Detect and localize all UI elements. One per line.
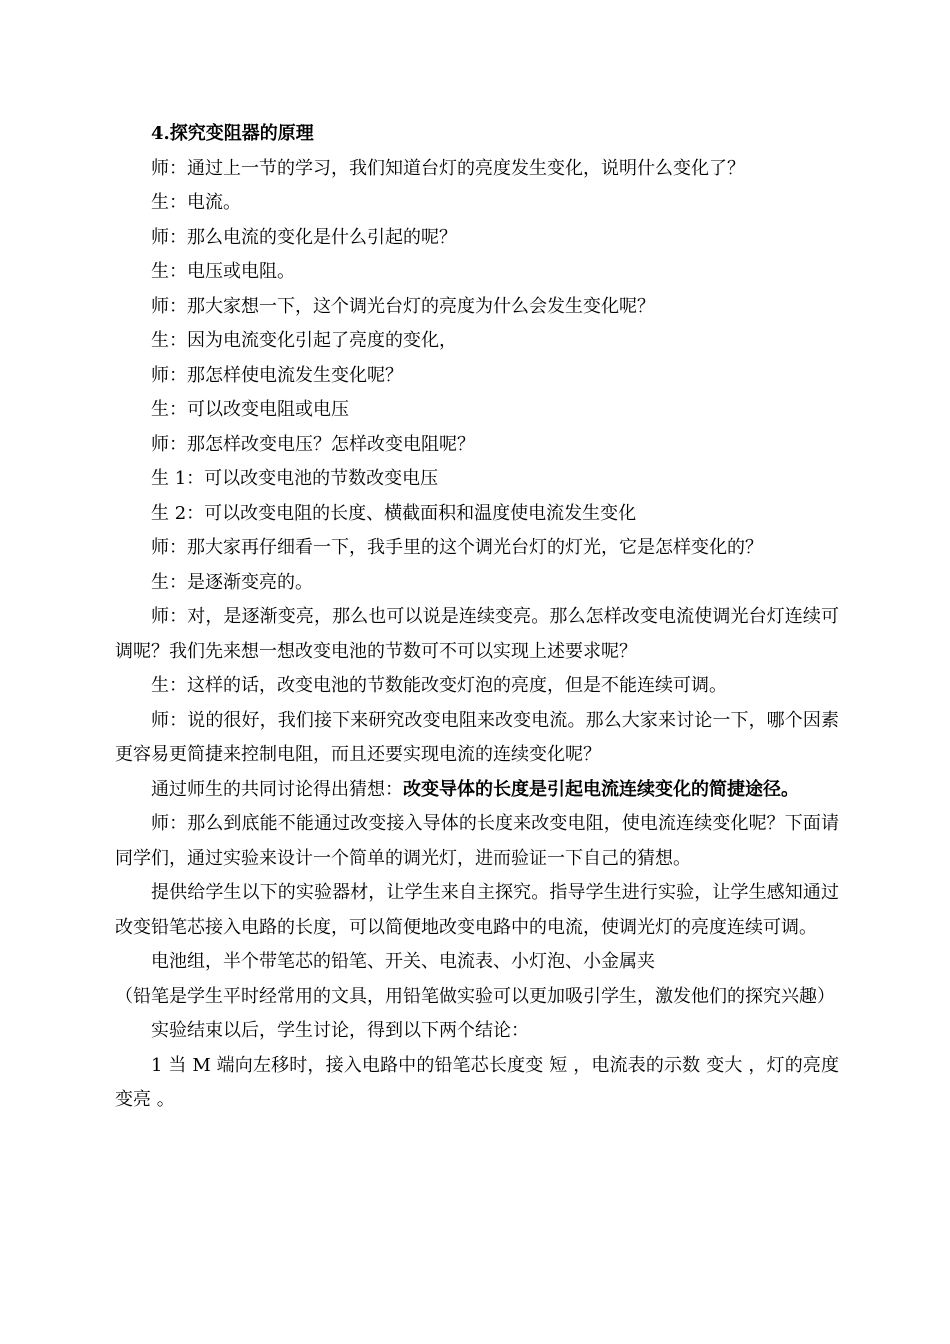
dialogue-line: 师：那怎样使电流发生变化呢？: [151, 364, 403, 386]
paragraph-conclusion-1: 1 当 M 端向左移时，接入电路中的铅笔芯长度变 短 ，电流表的示数 变大 ，灯的亮度 变亮 。: [115, 1054, 839, 1110]
paragraph-note: （铅笔是学生平时经常用的文具，用铅笔做实验可以更加吸引学生，激发他们的探究兴趣）: [115, 985, 835, 1007]
dialogue-line: 生：可以改变电阻或电压: [151, 399, 349, 420]
dialogue-line: 生：因为电流变化引起了亮度的变化，: [151, 330, 457, 351]
dialogue-line: 生：电流。: [151, 192, 241, 213]
dialogue-line: 生 2：可以改变电阻的长度、横截面积和温度使电流发生变化: [151, 502, 637, 524]
paragraph-continuous: 师：对，是逐渐变亮，那么也可以说是连续变亮。那么怎样改变电流使调光台灯连续可调呢？我们先来想一想改变电池的节数可不可以实现上述要求呢？: [115, 606, 839, 662]
paragraph-conclusion-intro: 实验结束以后，学生讨论，得到以下两个结论：: [151, 1020, 529, 1041]
dialogue-line: 生：电压或电阻。: [151, 261, 295, 282]
document-body: [115, 117, 839, 1118]
dialogue-line: 师：那怎样改变电压？怎样改变电阻呢？: [151, 433, 475, 455]
paragraph-materials-intro: 提供给学生以下的实验器材，让学生来自主探究。指导学生进行实验，让学生感知通过改变铅笔芯接入电路的长度，可以简便地改变电路中的电流，使调光灯的亮度连续可调。: [115, 882, 839, 938]
hypothesis-bold: 改变导体的长度是引起电流连续变化的简捷途径。: [403, 778, 799, 800]
paragraph-materials-list: 电池组，半个带笔芯的铅笔、开关、电流表、小灯泡、小金属夹: [151, 951, 655, 972]
paragraph-student-reply: 生：这样的话，改变电池的节数能改变灯泡的亮度，但是不能连续可调。: [151, 675, 727, 696]
paragraph-hypothesis: [115, 773, 839, 808]
paragraph-discussion: 师：说的很好，我们接下来研究改变电阻来改变电流。那么大家来讨论一下，哪个因素更容易更简捷来控制电阻，而且还要实现电流的连续变化呢？: [115, 709, 839, 765]
dialogue-line: 师：那大家再仔细看一下，我手里的这个调光台灯的灯光，它是怎样变化的？: [151, 537, 763, 558]
dialogue-line: 师：那么电流的变化是什么引起的呢？: [151, 226, 457, 248]
paragraph-verify: 师：那么到底能不能通过改变接入导体的长度来改变电阻，使电流连续变化呢？下面请同学们，通过实验来设计一个简单的调光灯，进而验证一下自己的猜想。: [115, 813, 839, 869]
section-title: 4.探究变阻器的原理: [151, 123, 314, 144]
dialogue-line: 生 1：可以改变电池的节数改变电压: [151, 468, 439, 489]
dialogue-line: 师：通过上一节的学习，我们知道台灯的亮度发生变化，说明什么变化了？: [151, 157, 745, 179]
hypothesis-lead: 通过师生的共同讨论得出猜想：: [151, 778, 403, 800]
dialogue-line: 生：是逐渐变亮的。: [151, 571, 313, 593]
dialogue-line: 师：那大家想一下，这个调光台灯的亮度为什么会发生变化呢？: [151, 295, 655, 317]
